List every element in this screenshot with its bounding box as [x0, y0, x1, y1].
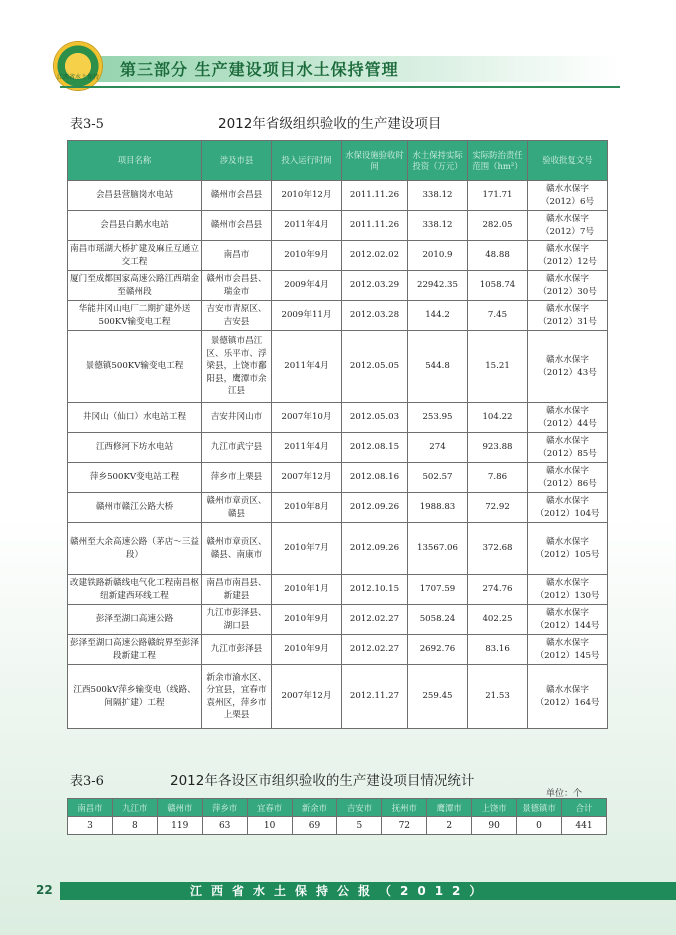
table5-cell: 景德镇市昌江区、乐平市、浮梁县，上饶市鄱阳县，鹰潭市余江县: [202, 331, 272, 403]
table5-cell: 7.45: [468, 301, 528, 331]
table6-col-header: 吉安市: [337, 799, 382, 817]
table-row: [68, 433, 608, 463]
table5-cell: 923.88: [468, 433, 528, 463]
table5-cell: 赣州市章贡区、赣县: [202, 493, 272, 523]
table5-cell: 赣水水保字（2012）12号: [528, 241, 608, 271]
table5-cell: 2010年9月: [272, 635, 342, 665]
table6-col-header: 景德镇市: [517, 799, 562, 817]
table5-cell: 吉安井冈山市: [202, 403, 272, 433]
table5-cell: 赣水水保字（2012）85号: [528, 433, 608, 463]
table5-cell: 2012.11.27: [342, 665, 408, 729]
table5-cell: 13567.06: [408, 523, 468, 575]
table-row: [68, 605, 608, 635]
table6-col-header: 萍乡市: [202, 799, 247, 817]
table5-col-header: 水保设施验收时间: [342, 141, 408, 181]
table5-cell: 吉安市青原区、吉安县: [202, 301, 272, 331]
table5-cell: 2011.11.26: [342, 211, 408, 241]
table-row: [68, 241, 608, 271]
table6-cell: 63: [202, 817, 247, 835]
table5-cell: 江西修河下坊水电站: [68, 433, 202, 463]
table5-cell: 九江市彭泽县: [202, 635, 272, 665]
table5-cell: 253.95: [408, 403, 468, 433]
table5-cell: 274.76: [468, 575, 528, 605]
table5-cell: 2011年4月: [272, 331, 342, 403]
table5-cell: 2012.08.15: [342, 433, 408, 463]
table5-cell: 21.53: [468, 665, 528, 729]
table5-cell: 2011年4月: [272, 211, 342, 241]
table6-title: 2012年各设区市组织验收的生产建设项目情况统计: [170, 773, 475, 789]
table-row: [68, 301, 608, 331]
table5-title: 2012年省级组织验收的生产建设项目: [218, 116, 442, 132]
table6-col-header: 南昌市: [68, 799, 113, 817]
table5-cell: 2011年4月: [272, 433, 342, 463]
table5-cell: 72.92: [468, 493, 528, 523]
table5-cell: 南昌市南昌县、新建县: [202, 575, 272, 605]
table5-cell: 新余市渝水区、分宜县，宜春市袁州区，萍乡市上栗县: [202, 665, 272, 729]
table5-cell: 萍乡市上栗县: [202, 463, 272, 493]
table-row: [68, 331, 608, 403]
table5-cell: 会昌县营脑岗水电站: [68, 181, 202, 211]
table5-body: [68, 181, 608, 729]
table5-cell: 赣水水保字（2012）144号: [528, 605, 608, 635]
table6-col-header: 新余市: [292, 799, 337, 817]
table5-cell: 赣水水保字（2012）7号: [528, 211, 608, 241]
table5-cell: 83.16: [468, 635, 528, 665]
table5-cell: 2007年12月: [272, 665, 342, 729]
table5-cell: 改建铁路新赣线电气化工程南昌枢纽新建西环线工程: [68, 575, 202, 605]
table5-cell: 502.57: [408, 463, 468, 493]
section-title: 第三部分 生产建设项目水土保持管理: [120, 60, 399, 79]
table5-cell: 2010年12月: [272, 181, 342, 211]
table5-cell: 南昌市瑶湖大桥扩建及麻丘互通立交工程: [68, 241, 202, 271]
table5-cell: 2010年8月: [272, 493, 342, 523]
table5-col-header: 验收批复文号: [528, 141, 608, 181]
table5-cell: 赣水水保字（2012）104号: [528, 493, 608, 523]
table5-cell: 402.25: [468, 605, 528, 635]
table5-cell: 2010年1月: [272, 575, 342, 605]
table5-cell: 赣州至大余高速公路（茅店～三益段）: [68, 523, 202, 575]
table6-col-header: 鹰潭市: [427, 799, 472, 817]
page-footer: [0, 879, 676, 903]
table5-col-header: 涉及市县: [202, 141, 272, 181]
table5-cell: 2012.09.26: [342, 493, 408, 523]
table5-cell: 2012.03.28: [342, 301, 408, 331]
table5-cell: 彭泽至湖口高速公路: [68, 605, 202, 635]
table5-cell: 2010年7月: [272, 523, 342, 575]
table5-cell: 2010年9月: [272, 605, 342, 635]
table5-cell: 5058.24: [408, 605, 468, 635]
table5-cell: 144.2: [408, 301, 468, 331]
table5-cell: 1988.83: [408, 493, 468, 523]
table5-cell: 赣水水保字（2012）30号: [528, 271, 608, 301]
table6-cell: 5: [337, 817, 382, 835]
table5-cell: 井冈山（仙口）水电站工程: [68, 403, 202, 433]
table5-cell: 厦门至成都国家高速公路江西瑞金至赣州段: [68, 271, 202, 301]
table6-values-row: [68, 817, 607, 835]
table5-cell: 2692.76: [408, 635, 468, 665]
table5-cell: 338.12: [408, 211, 468, 241]
table6-cell: 8: [112, 817, 157, 835]
table5-cell: 2009年4月: [272, 271, 342, 301]
table5-cell: 赣水水保字（2012）105号: [528, 523, 608, 575]
table6-col-header: 抚州市: [382, 799, 427, 817]
table-row: [68, 523, 608, 575]
table5-cell: 1058.74: [468, 271, 528, 301]
table5-cell: 2012.05.03: [342, 403, 408, 433]
table6-cell: 10: [247, 817, 292, 835]
table5-cell: 274: [408, 433, 468, 463]
table6-col-header: 赣州市: [157, 799, 202, 817]
table6-unit: 单位：个: [546, 789, 583, 799]
table-row: [68, 463, 608, 493]
table5-cell: 2012.02.27: [342, 605, 408, 635]
table5-cell: 1707.59: [408, 575, 468, 605]
table5-cell: 22942.35: [408, 271, 468, 301]
table5: [67, 140, 608, 729]
table5-cell: 赣州市章贡区、赣县、南康市: [202, 523, 272, 575]
table5-col-header: 实际防治责任范围（hm²）: [468, 141, 528, 181]
table5-cell: 赣水水保字（2012）145号: [528, 635, 608, 665]
table6-cell: 441: [561, 817, 606, 835]
table5-cell: 2012.05.05: [342, 331, 408, 403]
table5-cell: 171.71: [468, 181, 528, 211]
table5-cell: 2012.03.29: [342, 271, 408, 301]
table5-cell: 赣水水保字（2012）43号: [528, 331, 608, 403]
page-number: 22: [36, 883, 53, 897]
table5-cell: 2012.08.16: [342, 463, 408, 493]
table5-cell: 赣州市会昌县、瑞金市: [202, 271, 272, 301]
footer-title: 江西省水土保持公报（2012）: [190, 884, 491, 898]
table5-cell: 2012.09.26: [342, 523, 408, 575]
table6-cell: 0: [517, 817, 562, 835]
table6-col-header: 九江市: [112, 799, 157, 817]
table6: [67, 798, 607, 835]
table6-cell: 119: [157, 817, 202, 835]
table5-cell: 萍乡500KV变电站工程: [68, 463, 202, 493]
table5-cell: 104.22: [468, 403, 528, 433]
bureau-logo-icon: [54, 42, 102, 90]
table6-cell: 72: [382, 817, 427, 835]
header-divider: [60, 86, 620, 88]
table5-cell: 景德镇500KV输变电工程: [68, 331, 202, 403]
table5-cell: 赣水水保字（2012）6号: [528, 181, 608, 211]
table5-cell: 赣水水保字（2012）31号: [528, 301, 608, 331]
table6-cell: 3: [68, 817, 113, 835]
table6-cell: 2: [427, 817, 472, 835]
table6-cell: 90: [472, 817, 517, 835]
table-row: [68, 181, 608, 211]
table5-cell: 2010.9: [408, 241, 468, 271]
table5-cell: 赣州市赣江公路大桥: [68, 493, 202, 523]
table5-cell: 2012.02.27: [342, 635, 408, 665]
table5-cell: 259.45: [408, 665, 468, 729]
table6-col-header: 上饶市: [472, 799, 517, 817]
table6-col-header: 合计: [561, 799, 606, 817]
table5-cell: 2012.10.15: [342, 575, 408, 605]
table5-cell: 2007年10月: [272, 403, 342, 433]
table5-cell: 九江市彭泽县、湖口县: [202, 605, 272, 635]
table5-cell: 2010年9月: [272, 241, 342, 271]
table5-cell: 338.12: [408, 181, 468, 211]
table5-cell: 会昌县白鹅水电站: [68, 211, 202, 241]
table-row: [68, 575, 608, 605]
table5-cell: 赣州市会昌县: [202, 181, 272, 211]
table-row: [68, 493, 608, 523]
table5-cell: 华能井冈山电厂二期扩建外送500KV输变电工程: [68, 301, 202, 331]
table5-cell: 赣水水保字（2012）86号: [528, 463, 608, 493]
table5-cell: 江西500kV萍乡输变电（线路、间隔扩建）工程: [68, 665, 202, 729]
table5-cell: 2012.02.02: [342, 241, 408, 271]
table5-cell: 2011.11.26: [342, 181, 408, 211]
table5-cell: 2007年12月: [272, 463, 342, 493]
table5-col-header: 投入运行时间: [272, 141, 342, 181]
table5-cell: 48.88: [468, 241, 528, 271]
page-header: [0, 40, 676, 90]
table5-cell: 282.05: [468, 211, 528, 241]
table-row: [68, 403, 608, 433]
table5-cell: 九江市武宁县: [202, 433, 272, 463]
table-row: [68, 665, 608, 729]
table5-cell: 544.8: [408, 331, 468, 403]
table5-cell: 赣水水保字（2012）164号: [528, 665, 608, 729]
table5-cell: 赣水水保字（2012）44号: [528, 403, 608, 433]
table5-col-header: 项目名称: [68, 141, 202, 181]
logo-text: 江西省水土保持: [56, 74, 99, 81]
table5-label: 表3-5: [70, 117, 104, 132]
table5-cell: 赣水水保字（2012）130号: [528, 575, 608, 605]
table5-cell: 15.21: [468, 331, 528, 403]
table6-label: 表3-6: [70, 774, 104, 789]
table5-col-header: 水土保持实际投资（万元）: [408, 141, 468, 181]
table5-cell: 7.86: [468, 463, 528, 493]
table5-cell: 南昌市: [202, 241, 272, 271]
table-row: [68, 211, 608, 241]
table6-cell: 69: [292, 817, 337, 835]
table5-cell: 372.68: [468, 523, 528, 575]
table6-col-header: 宜春市: [247, 799, 292, 817]
table6-header-row: [68, 799, 607, 817]
table-row: [68, 635, 608, 665]
table5-header-row: [68, 141, 608, 181]
table5-cell: 赣州市会昌县: [202, 211, 272, 241]
table-row: [68, 271, 608, 301]
table5-cell: 彭泽至湖口高速公路赣皖界至彭泽段新建工程: [68, 635, 202, 665]
table5-cell: 2009年11月: [272, 301, 342, 331]
